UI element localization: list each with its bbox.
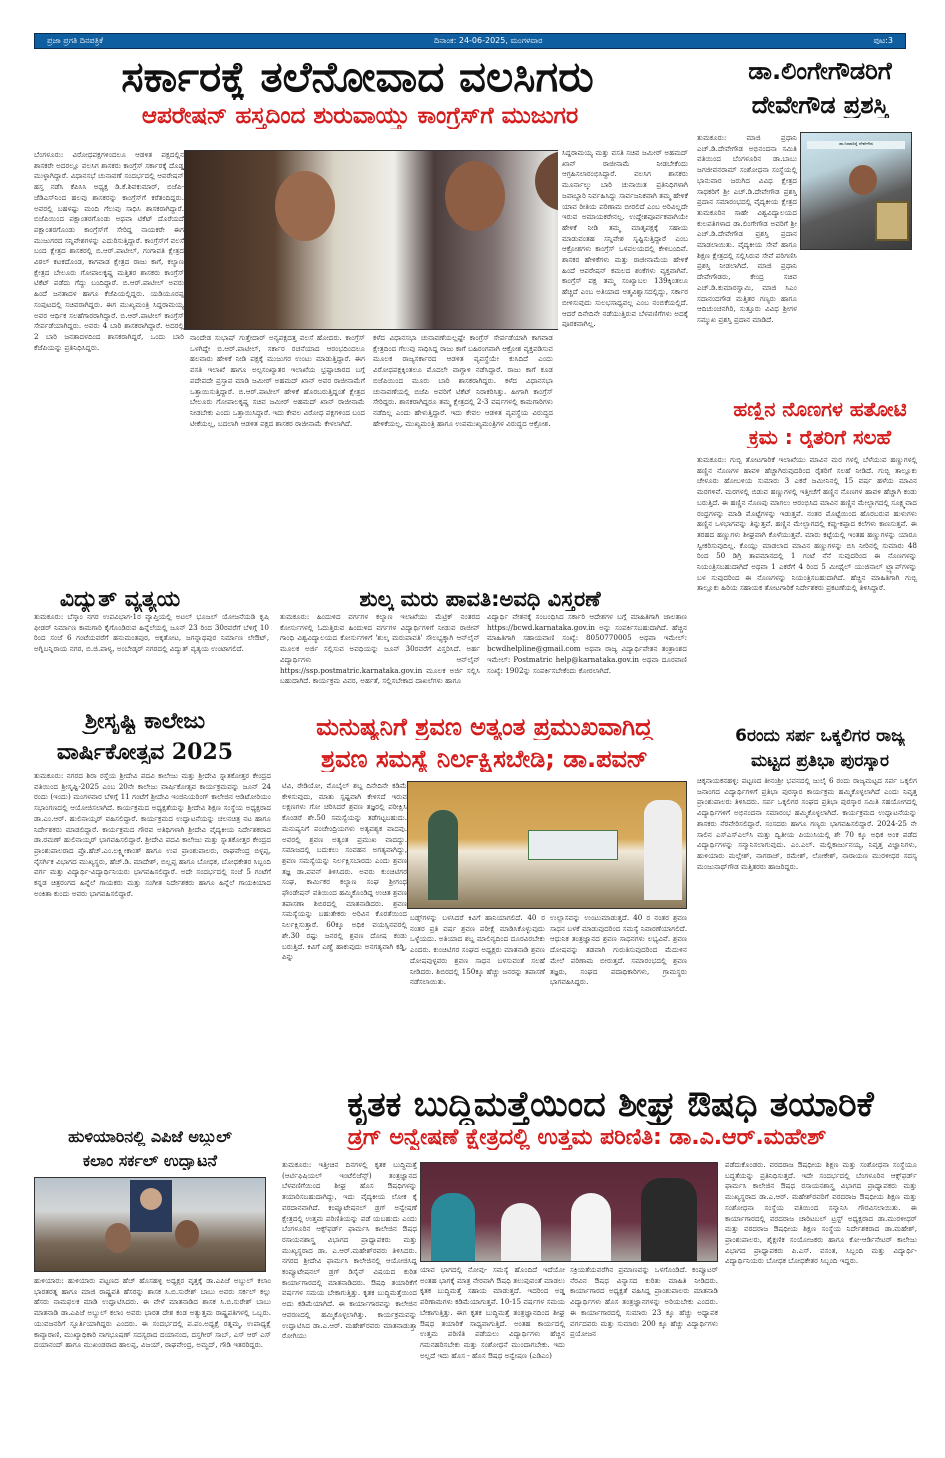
lead-column-right: ಸಿದ್ದರಾಮಯ್ಯ ಮತ್ತು ವಸತಿ ಸಚಿವ ಜಮೀರ್ ಅಹಮದ್ ಖಾನ್ ರಾಜೀನಾಮೆ ನೀಡಬೇಕೆಂದು ಆಗ್ರಹಿಸಲಾರಂಭಿಸಿದ್ದಾರೆ. ವಲಸಿಗ ಶಾಸಕರು ಮೂರ್ನಾಲ್ಕು ಬಾರಿ ಚುನಾಯಿತ ಪ್ರತಿನಿಧಿಗಳಾಗಿ ಜವಾಬ್ದಾರಿ ನಿರ್ವಹಿಸಿದ್ದು ಸಾರ್ವಜನಿಕವಾಗಿ ತಮ್ಮ ಹೇಳಿಕೆ ಯಾವ ರೀತಿಯ ಪರಿಣಾಮ ಬೀರಲಿದೆ ಎಂಬ ಅರಿವಿಲ್ಲದೇ ಇರುವ ಅಮಾಯಕರೇನಲ್ಲ. ಉದ್ದೇಶಪೂರ್ವಕವಾಗಿಯೇ ಹೇಳಿಕೆ ನೀಡಿ ತಮ್ಮ ಮಾತೃಪಕ್ಷಕ್ಕೆ ಸಹಾಯ ಮಾಡುವಂತಹ ಸನ್ನಿವೇಶ ಸೃಷ್ಟಿಸುತ್ತಿದ್ದಾರೆ ಎಂಬ ಆಕ್ರೋಶಗಳು ಕಾಂಗ್ರೆಸ್ ಒಳವಲಯದಲ್ಲಿ ಕೇಳಿಬಂದಿವೆ. ಶಾಸಕರ ಹೇಳಿಕೆಗಳು ಮತ್ತು ರಾಜೀನಾಮೆಯ ಹೇಳಿಕೆ ಹಿಂದೆ ಆಪರೇಷನ್ ಕಮಲದ ಶಂಕೆಗಳು ವ್ಯಕ್ತವಾಗಿವೆ. ಕಾಂಗ್ರೆಸ್ ಪಕ್ಷ ತಮ್ಮ ಸಂಖ್ಯಾಬಲ 139ಕ್ಕಿಂತಲೂ ಹೆಚ್ಚಿದೆ ಎಂಬ ಅತಿಯಾದ ಆತ್ಮವಿಶ್ವಾಸದಲ್ಲಿದ್ದು, ಸರ್ಕಾರ ಬೀಳಿಸುವುದು ಸುಲಭಸಾಧ್ಯವಲ್ಲ ಎಂಬ ನಂಬಿಕೆಯಲ್ಲಿದೆ. ಆದರೆ ದಿನೇದಿನೇ ನಡೆಯುತ್ತಿರುವ ಬೆಳವಣಿಗೆಗಳು ಅದಕ್ಕೆ ಪೂರಕವಾಗಿಲ್ಲ. (558, 148, 688, 580)
photo-figure (641, 1178, 697, 1262)
photo-banner (528, 830, 618, 860)
fee-column-2: ವಿದ್ಯಾರ್ಥಿ ವೇತನಕ್ಕೆ ಸಂಬಂಧಿಸಿದ ಸರ್ಕಾರಿ ಆದೇಶಗಳ ಬಗ್ಗೆ ಮಾಹಿತಿಗಾಗಿ ಜಾಲತಾಣ https://bcwd.karnataka.gov.in ಅನ್ನು ಸಂಪರ್ಕಿಸಬಹುದಾಗಿದೆ. ಹೆಚ್ಚಿನ ಮಾಹಿತಿಗಾಗಿ ಸಹಾಯವಾಣಿ ಸಂಖ್ಯೆ: 8050770005 ಅಥವಾ ಇಮೇಲ್: bcwdhelpline@gmail.com ಅಥವಾ ರಾಜ್ಯ ವಿದ್ಯಾರ್ಥಿವೇತನ ತಂತ್ರಾಂಶದ ಇಮೇಲ್: Postmatric help@karnataka.gov.in ಅಥವಾ ದೂರವಾಣಿ ಸಂಖ್ಯೆ: 1902ನ್ನು ಸಂಪರ್ಕಿಸಬೇಕೆಂದು ಕೋರಲಾಗಿದೆ. (487, 612, 687, 675)
fee-column-1: ತುಮಕೂರು: ಹಿಂದುಳಿದ ವರ್ಗಗಳ ಕಲ್ಯಾಣ ಇಲಾಖೆಯು ಮೆಟ್ರಿಕ್ ನಂತರದ ಕೋರ್ಸುಗಳಲ್ಲಿ ಓದುತ್ತಿರುವ ಹಿಂದುಳಿದ ವರ್ಗಗಳ ವಿದ್ಯಾರ್ಥಿಗಳಿಗೆ ನೀಡುವ ರಾಜೀವ್ ಗಾಂಧಿ ವಿಶ್ವವಿದ್ಯಾಲಯದ ಕೋರ್ಸುಗಳಿಗೆ 'ಶುಲ್ಕ ಮರುಪಾವತಿ' ಸೌಲಭ್ಯಕ್ಕಾಗಿ ಆನ್‌ಲೈನ್ ಮೂಲಕ ಅರ್ಜಿ ಸಲ್ಲಿಸುವ ಅವಧಿಯನ್ನು ಜೂನ್ 30ರವರೆಗೆ ವಿಸ್ತರಿಸಿದೆ. ಅರ್ಹ ವಿದ್ಯಾರ್ಥಿಗಳು ಆನ್‌ಲೈನ್ https://ssp.postmatric.karnataka.gov.in ಮೂಲಕ ಅರ್ಜಿ ಸಲ್ಲಿಸಿ ಬಹುದಾಗಿದೆ. ಕಾರ್ಯಕ್ರಮ ವಿವರ, ಅರ್ಹತೆ, ಸಲ್ಲಿಸಬೇಕಾದ ದಾಖಲೆಗಳು ಹಾಗೂ (280, 612, 480, 686)
award-headline-2: ದೇವೇಗೌಡ ಪ್ರಶಸ್ತಿ (751, 92, 889, 119)
lead-column-2: ನಾಂದೇಡ ಸುಭಾಷ್ ಗುತ್ತೇದಾರ್ ಅನ್ಯಪಕ್ಷದತ್ತ ವಲಸೆ ಹೋದರು. ಕಾಂಗ್ರೆಸ್ ಒಳಗಿದ್ದೇ ಬಿ.ಆರ್.ಪಾಟೀಲ್, ಸರ್ಕಾರ ರಚನೆಯಾದ ಆರಂಭದಿಂದಲೂ ಹಲವಾರು ಹೇಳಿಕೆ ನೀಡಿ ಪಕ್ಷಕ್ಕೆ ಮುಜುಗರ ಉಂಟು ಮಾಡುತ್ತಿದ್ದಾರೆ. ಈಗ ವಸತಿ ಇಲಾಖೆ ಹಾಗೂ ಅಲ್ಪಸಂಖ್ಯಾತರ ಇಲಾಖೆಯ ಭ್ರಷ್ಟಾಚಾರದ ಬಗ್ಗೆ ಪದೇಪದೇ ಪ್ರಸ್ತಾಪ ಮಾಡಿ ಜಮೀರ್ ಅಹಮದ್ ಖಾನ್ ಅವರ ರಾಜೀನಾಮೆಗೆ ಒತ್ತಾಯಿಸುತ್ತಿದ್ದಾರೆ. ಬಿ.ಆರ್.ಪಾಟೀಲ್ ಹೇಳಿಕೆ ಹೊರಬರುತ್ತಿದ್ದಂತೆ ಕ್ಷೇತ್ರದ ಬೇಲೂರು ಗೋಪಾಲಕೃಷ್ಣ ಸಚಿವ ಜಮೀರ್ ಅಹಮದ್ ಖಾನ್ ರಾಜೀನಾಮೆ ನೀಡಬೇಕು ಎಂದು ಒತ್ತಾಯಿಸಿದ್ದಾರೆ. ಇದು ಕೇವಲ ವಿರೋಧ ಪಕ್ಷಗಳಿಂದ ಬಂದ ಟೀಕೆಯಲ್ಲ, ಬದಲಾಗಿ ಆಡಳಿತ ಪಕ್ಷದ ಶಾಸಕರ ರಾಜೀನಾಮೆ ಕೇಳಲಾಗಿದೆ. (190, 333, 365, 428)
okkaliga-headline-1: 6ರಂದು ಸರ್ಪ ಒಕ್ಕಲಿಗರ ರಾಜ್ಯ (735, 727, 905, 746)
hearing-headline-1: ಮನುಷ್ಯನಿಗೆ ಶ್ರವಣ ಅತ್ಯಂತ ಪ್ರಮುಖವಾಗಿದ್ದ (316, 714, 653, 741)
fruit-pest-headline-1: ಹಣ್ಣಿನ ನೊಣಗಳ ಹತೋಟಿ (733, 398, 907, 420)
award-body: ತುಮಕೂರು: ಮಾಜಿ ಪ್ರಧಾನಿ ಎಚ್.ಡಿ.ದೇವೇಗೌಡ ಅಭಿನಂದನಾ ಸಮಿತಿ ವತಿಯಿಂದ ಬೆಂಗಳೂರಿನ ಡಾ.ಬಾಬು ಜಗಜೀವನರಾಮ್ ಸಂಶೋಧನಾ ಸಂಸ್ಥೆಯಲ್ಲಿ ಭಾನುವಾರ ಜರುಗಿದ ವಿವಿಧ ಕ್ಷೇತ್ರದ ಸಾಧಕರಿಗೆ ಶ್ರೀ ಎಚ್.ಡಿ.ದೇವೇಗೌಡ ಪ್ರಶಸ್ತಿ ಪ್ರದಾನ ಸಮಾರಂಭದಲ್ಲಿ ವೈದ್ಯಕೀಯ ಕ್ಷೇತ್ರದ ತುಮಕೂರಿನ ಸಾಹೇ ವಿಶ್ವವಿದ್ಯಾಲಯದ ಕುಲಪತಿಗಳಾದ ಡಾ.ಲಿಂಗೇಗೌಡ ಅವರಿಗೆ ಶ್ರೀ ಎಚ್.ಡಿ.ದೇವೇಗೌಡ ಪ್ರಶಸ್ತಿ ಪ್ರದಾನ ಮಾಡಲಾಯಿತು. ವೈದ್ಯಕೀಯ ಸೇವೆ ಹಾಗೂ ಶಿಕ್ಷಣ ಕ್ಷೇತ್ರದಲ್ಲಿ ಸಲ್ಲಿಸಿರುವ ಸೇವೆ ಪರಿಗಣಿಸಿ ಪ್ರಶಸ್ತಿ ನೀಡಲಾಗಿದೆ. ಮಾಜಿ ಪ್ರಧಾನಿ ದೇವೇಗೌಡರು, ಕೇಂದ್ರ ಸಚಿವ ಎಚ್.ಡಿ.ಕುಮಾರಸ್ವಾಮಿ, ಮಾಜಿ ಸಿಎಂ ಸದಾನಂದಗೌಡ ಮತ್ತಿತರ ಗಣ್ಯರು ಹಾಗೂ ಆದಿಚುಂಚನಗಿರಿ, ಸುತ್ತೂರು ವಿವಿಧ ಶ್ರೀಗಳ ಸಮ್ಮುಖ ಪ್ರಶಸ್ತಿ ಪ್ರದಾನ ಮಾಡಿದೆ. (697, 133, 797, 324)
fruit-pest-headline-2: ಕ್ರಮ : ರೈತರಿಗೆ ಸಲಹೆ (748, 426, 892, 448)
ai-drug-column-3: ಸಕ್ರಿಯತೆಯವರೆಗಿನ ಪ್ರಮಾಣವನ್ನು ಒಳಗೊಂಡಿದೆ. ಕಂಪ್ಯೂಟರ್ ನೆರವಿನ ಔಷಧ ವಿನ್ಯಾಸದ ಕುರಿತು ಮಾಹಿತಿ ನೀಡಿದರು. ಕಾರ್ಯಾಗಾರದ ಅಧ್ಯಕ್ಷತೆ ವಹಿಸಿದ್ದ ಪ್ರಾಂಶುಪಾಲರು ಮಾತನಾಡಿ ವಿದ್ಯಾರ್ಥಿಗಳು ಹೊಸ ತಂತ್ರಜ್ಞಾನಗಳನ್ನು ಅರಿಯಬೇಕು ಎಂದರು. ಈ ಕಾರ್ಯಾಗಾರದಲ್ಲಿ ಸುಮಾರು 23 ಕ್ಕೂ ಹೆಚ್ಚು ಅಧ್ಯಾಪಕ ವರ್ಗದವರು ಮತ್ತು ಸುಮಾರು 200 ಕ್ಕೂ ಹೆಚ್ಚು ವಿದ್ಯಾರ್ಥಿಗಳು ಪ್ರಯೋಜನ (570, 1265, 718, 1339)
award-photo (800, 132, 912, 250)
photo-figure (571, 1193, 611, 1262)
photo-figure (175, 1220, 199, 1248)
page-number: ಪುಟ:3 (873, 36, 893, 45)
power-headline: ವಿದ್ಯುತ್ ವ್ಯತ್ಯಯ (59, 588, 181, 612)
kalam-headline-2: ಕಲಾಂ ಸರ್ಕಲ್ ಉದ್ಘಾಟನೆ (82, 1152, 218, 1170)
ai-drug-column-2: ಯಾವ ಭಾಗದಲ್ಲಿ ನೋವು- ಸಮಸ್ಯೆ ಹೊಂದಿದೆ ಇದೆಯೋ ಅಂತಹ ಭಾಗಕ್ಕೆ ಮಾತ್ರ ನೇರವಾಗಿ ಔಷಧಿ ತಲುಪುವಂತೆ ಮಾಡಲು ಕೃತಕ ಬುದ್ಧಿಮತ್ತೆ ಸಹಾಯ ಮಾಡುತ್ತದೆ. ಇದರಿಂದ ಅಡ್ಡ ಪರಿಣಾಮಗಳು ಕಡಿಮೆಯಾಗುತ್ತವೆ. 10-15 ವರ್ಷಗಳ ಸಮಯ ಬೇಕಾಗುತ್ತಿತ್ತು. ಈಗ ಕೃತಕ ಬುದ್ಧಿಮತ್ತೆ ತಂತ್ರಜ್ಞಾನದಿಂದ ಶೀಘ್ರ ಔಷಧ ತಯಾರಿಕೆ ಸಾಧ್ಯವಾಗುತ್ತಿದೆ. ಅಂತಹ ಕಾರ್ಯದಲ್ಲಿ ಉತ್ತಮ ಪರಿಣಿತಿ ಪಡೆಯಲು ವಿದ್ಯಾರ್ಥಿಗಳು ಹೆಚ್ಚಿನ ಗಮನಹರಿಸಬೇಕು ಮತ್ತು ಸಂಶೋಧನೆ ಮುಂದಾಗಬೇಕು. ಇದು ಅಲ್ಲದೆ ಇದು ಹೊಸ - ಹೊಸ ಔಷಧ ಅನ್ವೇಷಣ (ಎಡಿಎಂ) (420, 1265, 565, 1360)
photo-figure (644, 800, 682, 900)
masthead-bar (34, 33, 906, 49)
fruit-pest-body: ತುಮಕೂರು: ಗುಬ್ಬಿ ತೋಟಗಾರಿಕೆ ಇಲಾಖೆಯು ಮಾವಿನ ಮರ ಗಳಲ್ಲಿ ಬೆಳೆಯುವ ಹಣ್ಣುಗಳಲ್ಲಿ ಹಣ್ಣಿನ ನೊಣಗಳ ಹಾವಳಿ ಹೆಚ್ಚಾಗಿರುವುದರಿಂದ ರೈತರಿಗೆ ಸಲಹೆ ನೀಡಿದೆ. ಗುಬ್ಬಿ ತಾಲ್ಲೂಕು ಚೇಳೂರು ಹೋಬಳಿಯ ಸುಮಾರು 3 ಎಕರೆ ಜಮೀನಿನಲ್ಲಿ 15 ವರ್ಷ ಹಳೆಯ ಮಾವಿನ ಮರಗಳಿವೆ. ಮರಗಳಲ್ಲಿ ಬಿಡುವ ಹಣ್ಣುಗಳಲ್ಲಿ ಇತ್ತೀಚೆಗೆ ಹಣ್ಣಿನ ನೊಣಗಳ ಹಾವಳಿ ಹೆಚ್ಚಾಗಿ ಕಂಡು ಬರುತ್ತಿದೆ. ಈ ಹಣ್ಣಿನ ನೊಣವು ಮಾಗಲು ಆರಂಭಿಸಿದ ಮಾವಿನ ಹಣ್ಣಿನ ಮೇಲ್ಭಾಗದಲ್ಲಿ ಸೂಕ್ಷ್ಮವಾದ ರಂಧ್ರಗಳನ್ನು ಮಾಡಿ ಮೊಟ್ಟೆಗಳನ್ನು ಇಡುತ್ತವೆ. ನಂತರ ಮೊಟ್ಟೆಯಿಂದ ಹೊರಬರುವ ಹುಳುಗಳು ಹಣ್ಣಿನ ಒಳಭಾಗವನ್ನು ತಿನ್ನುತ್ತವೆ. ಹಣ್ಣಿನ ಮೇಲ್ಭಾಗದಲ್ಲಿ ಕಪ್ಪು-ಕಪ್ಪಾದ ಕಲೆಗಳು ಕಾಣಸುತ್ತವೆ. ಈ ತರಹದ ಹಣ್ಣುಗಳು ಶೀಘ್ರವಾಗಿ ಕೊಳೆಯುತ್ತವೆ. ಮಾರು ಕಟ್ಟೆಯಲ್ಲಿ ಇಂತಹ ಹಣ್ಣುಗಳನ್ನು ಯಾರೂ ಸ್ವೀಕರಿಸುವುದಿಲ್ಲ. ಕೊಯ್ಲು ಮಾಡಲಾದ ಮಾವಿನ ಹಣ್ಣುಗಳನ್ನು ಬಿಸಿ ನೀರಿನಲ್ಲಿ ಸುಮಾರು 48 ರಿಂದ 50 ಡಿಗ್ರಿ ತಾಪಮಾನದಲ್ಲಿ 1 ಗಂಟೆ ನೆನೆ ಸುವುದರಿಂದ ಈ ನೊಣಗಳನ್ನು ನಿಯಂತ್ರಿಸಬಹುದಾಗಿದೆ ಅಥವಾ 1 ಎಕರೆಗೆ 4 ರಿಂದ 5 ಮೀಥೈಲ್ ಯುಜಿನಾಲ್ ಟ್ರ್ಯಾಪ್‌ಗಳನ್ನು ಬಳ ಸುವುದರಿಂದ ಈ ನೊಣಗಳನ್ನು ನಿಯಂತ್ರಿಸಬಹುದಾಗಿದೆ. ಹೆಚ್ಚಿನ ಮಾಹಿತಿಗಾಗಿ ಗುಬ್ಬಿ ತಾಲ್ಲೂಕು ಹಿರಿಯ ಸಹಾಯಕ ತೋಟಗಾರಿಕೆ ನಿರ್ದೇಶಕರು ಪ್ರಕಟಣೆಯಲ್ಲಿ ತಿಳಿಸಿದ್ದಾರೆ. (697, 455, 917, 593)
ai-drug-headline: ಕೃತಕ ಬುದ್ಧಿಮತ್ತೆಯಿಂದ ಶೀಘ್ರ ಔಷಧಿ ತಯಾರಿಕೆ (347, 1086, 874, 1125)
lead-subheadline: ಆಪರೇಷನ್ ಹಸ್ತದಿಂದ ಶುರುವಾಯ್ತು ಕಾಂಗ್ರೆಸ್‌ಗೆ ಮುಜುಗರ (141, 104, 579, 129)
ai-drug-column-1: ತುಮಕೂರು: ಇತ್ತೀಚಿನ ದಿನಗಳಲ್ಲಿ ಕೃತಕ ಬುದ್ಧಿಮತ್ತೆ (ಆರ್ಟಿಫಿಷಿಯಲ್ ಇಂಟೆಲಿಜೆನ್ಸ್) ತಂತ್ರಜ್ಞಾನದ ಬೆಳವಣಿಗೆಯಿಂದ ಶೀಘ್ರ ಹೊಸ ಔಷಧಿಗಳನ್ನು ತಯಾರಿಸಬಹುದಾಗಿದ್ದು, ಇದು ವೈದ್ಯಕೀಯ ಲೋಕ ಕ್ಕೆ ವರದಾನವಾಗಿದೆ. ಕಂಪ್ಯೂಟೇಷನಲ್ ಡ್ರಗ್ ಅನ್ವೇಷಣೆ ಕ್ಷೇತ್ರದಲ್ಲಿ ಉತ್ತಮ ಪರಿಣಿತಿಯನ್ನು ಪಡೆ ಯಬಹುದು ಎಂದು ಬೆಂಗಳೂರಿನ ಆಕ್ಸ್‌ಫರ್ಡ್ ಫಾರ್ಮಸಿ ಕಾಲೇಜಿನ ಔಷಧ ರಸಾಯನಶಾಸ್ತ್ರ ವಿಭಾಗದ ಪ್ರಾಧ್ಯಾಪಕರು ಮತ್ತು ಮುಖ್ಯಸ್ಥರಾದ ಡಾ. ಎ.ಆರ್.ಮಹೇಶ್‌ರವರು ತಿಳಿಸಿದರು. ನಗರದ ಶ್ರೀದೇವಿ ಫಾರ್ಮಸಿ ಕಾಲೇಜಿನಲ್ಲಿ ಆಯೋಜಿಸಿದ್ದ ಕಂಪ್ಯೂಟೇಷನಲ್ ಡ್ರಗ್ ಡಿಸೈನ್ ವಿಷಯದ ಕುರಿತ ಕಾರ್ಯಾಗಾರದಲ್ಲಿ ಮಾತನಾಡಿದರು. ಔಷಧಿ ತಯಾರಿಕೆಗೆ ವರ್ಷಗಳ ಸಮಯ ಬೇಕಾಗುತ್ತಿತ್ತು. ಕೃತಕ ಬುದ್ಧಿಮತ್ತೆಯಿಂದ ಅದು ಕಡಿಮೆಯಾಗಿದೆ. ಈ ಕಾರ್ಯಾಗಾರವನ್ನು ಕಾಲೇಜಿನ ಆವರಣದಲ್ಲಿ ಹಮ್ಮಿಕೊಳ್ಳಲಾಗಿತ್ತು. ಕಾರ್ಯಕ್ರಮವನ್ನು ಉದ್ಘಾಟಿಸಿದ ಡಾ.ಎ.ಆರ್. ಮಹೇಶ್‌ರವರು ಮಾತನಾಡುತ್ತಾ ರೋಗಿಯು (282, 1160, 417, 1341)
photo-figure (431, 1193, 475, 1262)
okkaliga-body: ಚಿಕ್ಕನಾಯಕನಹಳ್ಳಿ: ಪಟ್ಟಣದ ತೀನಂಶ್ರೀ ಭವನದಲ್ಲಿ ಜುಲೈ 6 ರಂದು ರಾಜ್ಯಮಟ್ಟದ ಸರ್ಪ ಒಕ್ಕಲಿಗ ಜನಾಂಗದ ವಿದ್ಯಾರ್ಥಿಗಳಿಗೆ ಪ್ರತಿಭಾ ಪುರಸ್ಕಾರ ಕಾರ್ಯಕ್ರಮ ಹಮ್ಮಿಕೊಳ್ಳಲಾಗಿದೆ ಎಂದು ನಿವೃತ್ತ ಪ್ರಾಂಶುಪಾಲರು ತಿಳಿಸಿದರು. ಸರ್ಪ ಒಕ್ಕಲಿಗರ ಸಂಘದ ಪ್ರತಿಭಾ ಪುರಸ್ಕಾರ ಸಮಿತಿ ಸಹಯೋಗದಲ್ಲಿ ವಿದ್ಯಾರ್ಥಿಗಳಿಗೆ ಅಭಿನಂದನಾ ಸಮಾರಂಭ ಹಮ್ಮಿಕೊಳ್ಳಲಾಗಿದೆ. ಕಾರ್ಯಕ್ರಮದ ಉದ್ಘಾಟನೆಯನ್ನು ಶಾಸಕರು ನೆರವೇರಿಸಲಿದ್ದಾರೆ. ಸಂಸದರು ಹಾಗೂ ಗಣ್ಯರು ಭಾಗವಹಿಸಲಿದ್ದಾರೆ. 2024-25 ನೇ ಸಾಲಿನ ಎಸ್‌ಎಸ್‌ಎಲ್‌ಸಿ ಮತ್ತು ದ್ವಿತೀಯ ಪಿಯುಸಿಯಲ್ಲಿ ಶೇ 70 ಕ್ಕೂ ಅಧಿಕ ಅಂಕ ಪಡೆದ ವಿದ್ಯಾರ್ಥಿಗಳನ್ನು ಸನ್ಮಾನಿಸಲಾಗುವುದು. ಎಂ.ಎಲ್. ಮಲ್ಲಿಕಾರ್ಜುನಯ್ಯ, ನಿವೃತ್ತ ವಿಜ್ಞಾನಿಗಳು, ಹುಳಿಯಾರು ಮಲ್ಲೇಶ್, ನಾಗರಾಜ್, ರಮೇಶ್, ಲೋಕೇಶ್, ನಾರಾಯಣ ಮುರಳೀಧರ ಸದಸ್ಯ ಮಂಜುನಾಥ್‌ಗೌಡ ಮತ್ತಿತರರು ಹಾಜರಿದ್ದರು. (697, 776, 917, 871)
paper-name: ಪ್ರಜಾ ಪ್ರಗತಿ ದಿನಪತ್ರಿಕೆ (47, 36, 104, 45)
college-body: ತುಮಕೂರು: ನಗರದ ಶಿರಾ ರಸ್ತೆಯ ಶ್ರೀದೇವಿ ಪದವಿ ಕಾಲೇಜು ಮತ್ತು ಶ್ರೀದೇವಿ ಸ್ನಾತಕೋತ್ತರ ಕೇಂದ್ರದ ವತಿಯಿಂದ ಶ್ರೀಸೃಷ್ಟಿ-2025 ಎಂಬ 20ನೇ ಕಾಲೇಜು ವಾರ್ಷಿಕೋತ್ಸವ ಕಾರ್ಯಕ್ರಮವನ್ನು ಜೂನ್ 24 ರಂದು (ಇಂದು) ಮಂಗಳವಾರ ಬೆಳಿಗ್ಗೆ 11 ಗಂಟೆಗೆ ಶ್ರೀದೇವಿ ಇಂಜಿನಿಯರಿಂಗ್ ಕಾಲೇಜಿನ ಆಡಿಟೋರಿಯಂ ಸಭಾಂಗಣದಲ್ಲಿ ಆಯೋಜಿಸಲಾಗಿದೆ. ಕಾರ್ಯಕ್ರಮದ ಅಧ್ಯಕ್ಷತೆಯನ್ನು ಶ್ರೀದೇವಿ ಶಿಕ್ಷಣ ಸಂಸ್ಥೆಯ ಅಧ್ಯಕ್ಷರಾದ ಡಾ.ಎಂ.ಆರ್. ಹುಲಿನಾಯ್ಕರ್ ವಹಿಸಲಿದ್ದಾರೆ. ಕಾರ್ಯಕ್ರಮದ ಉದ್ಘಾಟನೆಯನ್ನು ಚಲನಚಿತ್ರ ನಟ ಹಾಗೂ ನಿರ್ದೇಶಕರು ಮಾಡಲಿದ್ದಾರೆ. ಕಾರ್ಯಕ್ರಮದ ಗೌರವ ಅತಿಥಿಗಳಾಗಿ ಶ್ರೀದೇವಿ ವೈದ್ಯಕೀಯ ನಿರ್ದೇಶಕರಾದ ಡಾ.ರಮಣ್ ಹುಲಿನಾಯ್ಕರ್ ಭಾಗವಹಿಸಲಿದ್ದಾರೆ. ಶ್ರೀದೇವಿ ಪದವಿ ಕಾಲೇಜು ಮತ್ತು ಸ್ನಾತಕೋತ್ತರ ಕೇಂದ್ರದ ಪ್ರಾಂಶುಪಾಲರಾದ ಪ್ರೊ.ಹೆಚ್.ಎಂ.ಲಕ್ಷ್ಮೀಕಾಂತ್ ಹಾಗೂ ಉಪ ಪ್ರಾಂಶುಪಾಲರು, ರಾಘವೇಂದ್ರ ಬಿಳ್ಳಪ್ಪ, ನೈಸರ್ಗಿಕ ವಿಭಾಗದ ಮುಖ್ಯಸ್ಥರು, ಹೆಚ್.ಡಿ. ಮಾದೇಶ್, ಬಿಲ್ಲಪ್ಪ ಹಾಗೂ ಬೋಧಕ, ಬೋಧಕೇತರ ಸಿಬ್ಬಂದಿ ವರ್ಗ ಮತ್ತು ವಿದ್ಯಾರ್ಥಿ-ವಿದ್ಯಾರ್ಥಿನಿಯರು ಭಾಗವಹಿಸಲಿದ್ದಾರೆ. ಅದೇ ಸಂದರ್ಭದಲ್ಲಿ ಸಂಜೆ 5 ಗಂಟೆಗೆ ಕನ್ನಡ ಚಿತ್ರರಂಗದ ಹಿನ್ನೆಲೆ ಗಾಯಕರು ಮತ್ತು ಸಂಗೀತ ನಿರ್ದೇಶಕರು ಹಾಗೂ ಹಿನ್ನೆಲೆ ಗಾಯಕಿಯಾದ ಅಂಕಿತಾ ಕುಂದು ಅವರು ಭಾಗವಹಿಸಲಿದ್ದಾರೆ. (34, 771, 271, 898)
kalam-photo (34, 1177, 266, 1272)
photo-certificate (875, 201, 909, 241)
college-headline-2: ವಾರ್ಷಿಕೋತ್ಸವ 2025 (56, 740, 234, 765)
hearing-column-1: ಟಿವಿ, ರೇಡಿಯೋ, ಮೊಬೈಲ್ ಶಬ್ದ ದಿನೇದಿನೇ ಕಡಿಮೆ ಕೇಳಿಸುವುದು, ಮಾತು ಸ್ಪಷ್ಟವಾಗಿ ಕೇಳಿಸದೆ ಇರುವ ಲಕ್ಷಣಗಳು ಗೋ ಚರಿಸಿದರೆ ಶ್ರವಣ ತಜ್ಞರಲ್ಲಿ ಪರೀಕ್ಷಿಸಿ ಕೊಂಡರೆ ಶೇ.50 ಸಮಸ್ಯೆಯನ್ನು ತಡೆಗಟ್ಟಬಹುದು. ಮನುಷ್ಯನಿಗೆ ಪಂಚೇಂದ್ರಿಯಗಳು ಅತ್ಯವಶ್ಯಕ ವಾದವು. ಅವರಲ್ಲಿ ಶ್ರವಣ ಅತ್ಯಂತ ಪ್ರಮುಖ ವಾದದ್ದು. ಸಮಾಜದಲ್ಲಿ ಬದುಕಲು ಸಂವಹನ ಅಗತ್ಯವಾಗಿದ್ದು, ಶ್ರವಣ ಸಮಸ್ಯೆಯನ್ನು ನಿರ್ಲಕ್ಷಿಸಬಾರದು ಎಂದು ಶ್ರವಣ ತಜ್ಞ ಡಾ.ಪವನ್ ತಿಳಿಸಿದರು. ಅವರು ಕುಂಚಿಟಿಗರ ಸಂಘ, ಕಾರ್ಮಿಕರ ಕಲ್ಯಾಣ ಸಂಘ ಶ್ರೀಗಂಧ ಫೌಂಡೇಷನ್ ವತಿಯಿಂದ ಹಮ್ಮಿಕೊಂಡಿದ್ದ ಉಚಿತ ಶ್ರವಣ ತಪಾಸಣಾ ಶಿಬಿರದಲ್ಲಿ ಮಾತನಾಡಿದರು. ಶ್ರವಣ ಸಮಸ್ಯೆಯನ್ನು ಬಹುತೇಕರು ಅರಿವಿನ ಕೊರತೆಯಿಂದ ನಿರ್ಲಕ್ಷಿಸುತ್ತಾರೆ. 60ಕ್ಕೂ ಅಧಿಕ ವಯಸ್ಸಿನವರಲ್ಲಿ ಶೇ.30 ರಷ್ಟು ಜನರಲ್ಲಿ ಶ್ರವಣ ದೋಷ ಕಂಡು ಬರುತ್ತಿದೆ. ಕಿವಿಗೆ ಎಣ್ಣೆ ಹಾಕುವುದು ಅನಗತ್ಯವಾಗಿ ಕಡ್ಡಿ, ಪಿನ್ನು (282, 781, 407, 962)
hearing-photo (407, 781, 687, 909)
photo-figure (501, 1203, 541, 1262)
kalam-headline-1: ಹುಳಿಯಾರಿನಲ್ಲಿ ಎಪಿಜೆ ಅಬ್ದುಲ್ (68, 1128, 232, 1146)
ai-drug-photo (420, 1162, 718, 1262)
photo-portrait (140, 1188, 162, 1210)
photo-figure (849, 165, 877, 195)
photo-portrait-frame (130, 1180, 172, 1232)
award-headline-1: ಡಾ.ಲಿಂಗೇಗೌಡರಿಗೆ (748, 58, 892, 85)
ai-drug-subheadline: ಡ್ರಗ್ ಅನ್ವೇಷಣೆ ಕ್ಷೇತ್ರದಲ್ಲಿ ಉತ್ತಮ ಪರಿಣಿತಿ: ಡಾ.ಎ.ಆರ್.ಮಹೇಶ್ (347, 1126, 827, 1150)
college-headline-1: ಶ್ರೀಸೃಷ್ಟಿ ಕಾಲೇಜು (84, 710, 206, 734)
power-body: ತುಮಕೂರು: ಬೆಸ್ಕಾಂ ನಗರ ಉಪವಿಭಾಗ-1ರ ವ್ಯಾಪ್ತಿಯಲ್ಲಿ ಅಟಲ್ ಭೂಜಲ್ ಯೋಜನೆಯಡಿ ಕೃಷಿ ಫೀಡರ್ ನಿರ್ಮಾಣ ಕಾಮಗಾರಿ ಕೈಗೊಂಡಿರುವ ಹಿನ್ನೆಲೆಯಲ್ಲಿ ಜೂನ್ 23 ರಿಂದ 30ರವರೆಗೆ ಬೆಳಿಗ್ಗೆ 10 ರಿಂದ ಸಂಜೆ 6 ಗಂಟೆಯವರೆಗೆ ಹನುಮಂತಪುರ, ಅಕ್ಕತೋಟ, ಜಗನ್ನಾಥಪುರ ನಿರ್ಮಾಣ ಲೇಔಟ್, ಅಗ್ನಿಬನ್ನಿರಾಯ ನಗರ, ಬಿ.ಜಿ.ಪಾಳ್ಯ, ಅಂಬೇಡ್ಕರ್ ನಗರದಲ್ಲಿ ವಿದ್ಯುತ್ ವ್ಯತ್ಯಯ ಉಂಟಾಗಲಿದೆ. (34, 612, 269, 654)
lead-column-3: ಕಳೆದ ವಿಧಾನಸಭಾ ಚುನಾವಣೆಯಲ್ಲಷ್ಟೇ ಕಾಂಗ್ರೆಸ್ ಸೇರ್ಪಡೆಯಾಗಿ ಕಾಗವಾಡ ಕ್ಷೇತ್ರದಿಂದ ಗೆಲುವು ಸಾಧಿಸಿದ್ದ ರಾಜು ಕಾಗೆ ಬಹಿರಂಗವಾಗಿ ಆಕ್ರೋಶ ವ್ಯಕ್ತಪಡಿಸುವ ಮೂಲಕ ರಾಜ್ಯಸರ್ಕಾರದ ಆಡಳಿತ ವ್ಯವಸ್ಥೆಯೇ ಕುಸಿದಿದೆ ಎಂದು ವಿರೋಧಪಕ್ಷಕ್ಕಿಂತಲೂ ಮೊದಲೇ ವಾಗ್ದಾಳಿ ನಡೆಸಿದ್ದಾರೆ. ರಾಜು ಕಾಗೆ ಕೂಡ ಬಿಜೆಪಿಯಿಂದ ಮೂರು ಬಾರಿ ಶಾಸಕರಾಗಿದ್ದರು. ಕಳೆದ ವಿಧಾನಸಭಾ ಚುನಾವಣೆಯಲ್ಲಿ ಬಿಜೆಪಿ ಅವರಿಗೆ ಟಿಕೆಟ್ ನಿರಾಕರಿಸಿತ್ತು. ಹೀಗಾಗಿ ಕಾಂಗ್ರೆಸ್ ಸೇರಿದ್ದರು. ಶಾಸಕರಾಗಿದ್ದರೂ ತಮ್ಮ ಕ್ಷೇತ್ರದಲ್ಲಿ 2-3 ವರ್ಷಗಳಲ್ಲಿ ಕಾಮಗಾರಿಗಳು ನಡೆದಿಲ್ಲ ಎಂದು ಹೇಳುತ್ತಿದ್ದಾರೆ. ಇದು ಕೇವಲ ಆಡಳಿತ ವ್ಯವಸ್ಥೆಯ ವಿರುದ್ಧದ ಹೇಳಿಕೆಯಲ್ಲ, ಮುಖ್ಯಮಂತ್ರಿ ಹಾಗೂ ಉಪಮುಖ್ಯಮಂತ್ರಿಗಳ ವಿರುದ್ಧದ ಆಕ್ರೋಶ. (373, 333, 553, 428)
photo-banner: ಡಾ.ನಿರಾವರಿಸ್ನೆ ದೇವೇಗೌಡ (807, 141, 905, 149)
hearing-column-3: ಉಲ್ಲಾಸವನ್ನು ಉಂಟುಮಾಡುತ್ತದೆ. 40 ರ ನಂತರ ಶ್ರವಣ ಸಾಧನ ಬಳಕೆ ಮಾಡುವುದರಿಂದ ಸಮಸ್ಯೆ ನಿವಾರಣೆಯಾಗಲಿದೆ. ಆಧುನಿಕ ತಂತ್ರಜ್ಞಾನದ ಶ್ರವಣ ಸಾಧನಗಳು ಲಭ್ಯವಿವೆ. ಶ್ರವಣ ದೋಷವನ್ನು ತಡವಾಗಿ ಗುರುತಿಸುವುದರಿಂದ ಮೆದುಳಿನ ಮೇಲೆ ಪರಿಣಾಮ ಬೀರುತ್ತದೆ. ಸಮಾರಂಭದಲ್ಲಿ ಶ್ರವಣ ತಜ್ಞರು, ಸಂಘದ ಪದಾಧಿಕಾರಿಗಳು, ಗ್ರಾಮಸ್ಥರು ಭಾಗವಹಿಸಿದ್ದರು. (550, 913, 687, 987)
fee-headline: ಶುಲ್ಕ ಮರು ಪಾವತಿ:ಅವಧಿ ವಿಸ್ತರಣೆ (359, 588, 601, 611)
hearing-headline-2: ಶ್ರವಣ ಸಮಸ್ಯೆ ನಿರ್ಲಕ್ಷಿಸಬೇಡಿ; ಡಾ.ಪವನ್ (320, 746, 649, 773)
photo-figure (428, 810, 458, 900)
photo-figure (105, 1223, 131, 1253)
okkaliga-headline-2: ಮಟ್ಟದ ಪ್ರತಿಭಾ ಪುರಸ್ಕಾರ (750, 752, 890, 771)
lead-headline: ಸರ್ಕಾರಕ್ಕೆ ತಲೆನೋವಾದ ವಲಸಿಗರು (121, 54, 594, 101)
photo-figure (445, 161, 505, 231)
kalam-body: ಹುಳಿಯಾರು: ಹುಳಿಯಾರು ಪಟ್ಟಣದ ಹೆಚ್ ಹೊಸಹಳ್ಳಿ ಅಧ್ಯಕ್ಷರ ವೃತ್ತಕ್ಕೆ ಡಾ.ಎಪಿಜೆ ಅಬ್ದುಲ್ ಕಲಾಂ ಭಾರತರತ್ನ ಹಾಗೂ ಮಾಜಿ ರಾಷ್ಟ್ರಪತಿ ಹೆಸರನ್ನು ಶಾಸಕ ಸಿ.ಬಿ.ಸುರೇಶ್ ಬಾಬು ಅವರು ಸರ್ಕಲ್ ಕಲ್ಲು ಹೆಸರು ನಾಮಫಲಕ ಮಾಡಿ ಉದ್ಘಾಟಿಸಿದರು. ಈ ವೇಳೆ ಮಾತನಾಡಿದ ಶಾಸಕ ಸಿ.ಬಿ.ಸುರೇಶ್ ಬಾಬು ಮಾತನಾಡಿ ಡಾ.ಎಪಿಜೆ ಅಬ್ದುಲ್ ಕಲಾಂ ಅವರು ಭಾರತ ದೇಶ ಕಂಡ ಅತ್ಯುತ್ತಮ ರಾಷ್ಟ್ರಪತಿಗಳಲ್ಲಿ ಒಬ್ಬರು. ಯುವಜನರಿಗೆ ಸ್ಫೂರ್ತಿಯಾಗಿದ್ದರು ಎಂದರು. ಈ ಸಂದರ್ಭದಲ್ಲಿ ಪ.ಪಂ.ಅಧ್ಯಕ್ಷೆ ರತ್ನಮ್ಮ, ಉಪಾಧ್ಯಕ್ಷೆ ಕಾವ್ಯಾರಾಣಿ, ಮುಖ್ಯಾಧಿಕಾರಿ ನಾಗಭೂಷಣ್ ಸದಸ್ಯರಾದ ದಯಾನಂದ, ದಸ್ತಗೀರ್ ಸಾಬ್, ಎಸ್ ಆರ್ ಎಸ್ ದಯಾನಂದ್ ಹಾಗೂ ಮುಖಂಡರಾದ ಹಾಲಪ್ಪ, ವಿಜಯ್, ರಾಘವೇಂದ್ರ, ಅಮ್ಜದ್, ಗೌಡಿ ಇತರರಿದ್ದರು. (34, 1276, 271, 1350)
hearing-column-2: ಬಡ್ಸ್‌ಗಳನ್ನು ಬಳಸಿದರೆ ಕಿವಿಗೆ ಹಾನಿಯಾಗಲಿದೆ. 40 ರ ನಂತರ ಪ್ರತಿ ವರ್ಷ ಶ್ರವಣ ಪರೀಕ್ಷೆ ಮಾಡಿಸಿಕೊಳ್ಳುವುದು ಒಳ್ಳೆಯದು. ಅತಿಯಾದ ಶಬ್ದ ಮಾಲಿನ್ಯದಿಂದ ದೂರವಿರಬೇಕು ಎಂದರು. ಕುಂಚಿಟಿಗರ ಸಂಘದ ಅಧ್ಯಕ್ಷರು ಮಾತನಾಡಿ ಶ್ರವಣ ದೋಷವುಳ್ಳವರು ಶ್ರವಣ ಸಾಧನ ಬಳಸುವಂತೆ ಸಲಹೆ ನೀಡಿದರು. ಶಿಬಿರದಲ್ಲಿ 150ಕ್ಕೂ ಹೆಚ್ಚು ಜನರನ್ನು ತಪಾಸಣೆ ನಡೆಸಲಾಯಿತು. (410, 913, 545, 987)
issue-date: ದಿನಾಂಕ: 24-06-2025, ಮಂಗಳವಾರ (434, 36, 543, 45)
lead-column-1: ಬೆಂಗಳೂರು: ವಿರೋಧಪಕ್ಷಗಳಿಂದಲೂ ಆಡಳಿತ ಪಕ್ಷದಲ್ಲಿನ ಶಾಸಕರೇ ಅದರಲ್ಲೂ ವಲಸಿಗ ಶಾಸಕರು ಕಾಂಗ್ರೆಸ್ ಸರ್ಕಾರಕ್ಕೆ ದೊಡ್ಡ ಮುಳ್ಳಾಗಿದ್ದಾರೆ. ವಿಧಾನಸಭೆ ಚುನಾವಣೆ ಸಂದರ್ಭದಲ್ಲಿ ಆಪರೇಷನ್ ಹಸ್ತ ನಡೆಸಿ ಕೆಪಿಸಿಸಿ ಅಧ್ಯಕ್ಷ ಡಿ.ಕೆ.ಶಿವಕುಮಾರ್, ಬಿಜೆಪಿ-ಜೆಡಿಎಸ್‌ನಿಂದ ಹಲವು ಶಾಸಕರನ್ನು ಕಾಂಗ್ರೆಸ್‌ಗೆ ಕರೆತಂದಿದ್ದರು. ಅವರಲ್ಲಿ ಬಹಳಷ್ಟು ಮಂದಿ ಗೆಲುವು ಸಾಧಿಸಿ ಶಾಸಕರಾಗಿದ್ದಾರೆ. ಬಿಜೆಪಿಯಿಂದ ಪಕ್ಷಾಂತರಗೊಂಡು ಅಥವಾ ಟಿಕೆಟ್ ದೊರೆಯದೆ ಪಕ್ಷಾಂತರಗೊಂಡು ಕಾಂಗ್ರೆಸ್‌ಗೆ ಸೇರಿದ್ದ ನಾಯಕರೇ ಈಗ ಮುಜುಗರದ ಸನ್ನಿವೇಶಗಳನ್ನು ಎದುರಿಸುತ್ತಿದ್ದಾರೆ. ಕಾಂಗ್ರೆಸ್‌ಗೆ ವಲಸೆ ಬಂದ ಕ್ಷೇತ್ರದ ಶಾಸಕರಲ್ಲಿ ಬಿ.ಆರ್.ಪಾಟೀಲ್, ಗಂಗಾವತಿ ಕ್ಷೇತ್ರದ ವಿಠಲ್ ಕಟಕದೊಂಡ, ಕಾಗವಾಡ ಕ್ಷೇತ್ರದ ರಾಜು ಕಾಗೆ, ಕಲ್ಯಾಣ ಕ್ಷೇತ್ರದ ಬೇಲೂರು ಗೋಪಾಲಕೃಷ್ಣ ಮತ್ತಿತರ ಶಾಸಕರು ಕಾಂಗ್ರೆಸ್ ಟಿಕೆಟ್ ಪಡೆದು ಗೆದ್ದು ಬಂದಿದ್ದಾರೆ. ಬಿ.ಆರ್.ಪಾಟೀಲ್ ಅವರು ಹಿಂದೆ ಜನತಾದಳ ಹಾಗೂ ಕೆಜೆಪಿಯಲ್ಲಿದ್ದರು. ಯಡಿಯೂರಪ್ಪ ಸಂಪುಟದಲ್ಲಿ ಸಚಿವರಾಗಿದ್ದರು. ಈಗ ಮುಖ್ಯಮಂತ್ರಿ ಸಿದ್ದರಾಮಯ್ಯ ಅವರ ಆರ್ಥಿಕ ಸಲಹೆಗಾರರಾಗಿದ್ದಾರೆ. ಬಿ.ಆರ್.ಪಾಟೀಲ್ ಕಾಂಗ್ರೆಸ್ ಸೇರ್ಪಡೆಯಾಗಿದ್ದರು. ಅವರು 4 ಬಾರಿ ಶಾಸಕರಾಗಿದ್ದಾರೆ. ಅದರಲ್ಲಿ 2 ಬಾರಿ ಜನತಾದಳದಿಂದ ಶಾಸಕರಾಗಿದ್ದರೆ, ಒಂದು ಬಾರಿ ಕೆಜೆಪಿಯನ್ನು ಪ್ರತಿನಿಧಿಸಿದ್ದರು. (34, 150, 184, 352)
photo-figure (275, 171, 335, 241)
ai-drug-column-4: ಪಡೆದುಕೊಂಡರು. ವರದರಾಜ ಔಷಧೀಯ ಶಿಕ್ಷಣ ಮತ್ತು ಸಂಶೋಧನಾ ಸಂಸ್ಥೆಯೂ ಬದ್ಧತೆಯನ್ನು ಪ್ರತಿನಿಧಿಸುತ್ತದೆ. ಇದೇ ಸಂದರ್ಭದಲ್ಲಿ ಬೆಂಗಳೂರಿನ ಆಕ್ಸ್‌ಫರ್ಡ್ ಫಾರ್ಮಸಿ ಕಾಲೇಜಿನ ಔಷಧ ರಸಾಯನಶಾಸ್ತ್ರ ವಿಭಾಗದ ಪ್ರಾಧ್ಯಾಪಕರು ಮತ್ತು ಮುಖ್ಯಸ್ಥರಾದ ಡಾ.ಎ.ಆರ್. ಮಹೇಶ್‌ರವರಿಗೆ ವರದರಾಜ ಔಷಧೀಯ ಶಿಕ್ಷಣ ಮತ್ತು ಸಂಶೋಧನಾ ಸಂಸ್ಥೆಯ ವತಿಯಿಂದ ಸನ್ಮಾನಿಸಿ ಗೌರವಿಸಲಾಯಿತು. ಈ ಕಾರ್ಯಾಗಾರದಲ್ಲಿ ವರದರಾಜ ಚಾರಿಟಬಲ್ ಟ್ರಸ್ಟ್ ಅಧ್ಯಕ್ಷರಾದ ಡಾ.ಮುರಳೀಧರ್ ಮತ್ತು ವರದರಾಜ ಔಷಧೀಯ ಶಿಕ್ಷಣ ಸಂಸ್ಥೆಯ ನಿರ್ದೇಶಕರಾದ ಡಾ.ಮಹೇಶ್, ಪ್ರಾಂಶುಪಾಲರು, ಶೈಕ್ಷಣಿಕ ಸಂಯೋಜಕರು ಹಾಗೂ ಕೋ-ಆರ್ಡಿನೇಟರ್ ಕಾಲೇಜು ವಿಭಾಗದ ಪ್ರಾಧ್ಯಾಪಕರು ಪಿ.ಎಸ್. ವಸಂತ, ಸಿಬ್ಬಂದಿ ಮತ್ತು ವಿದ್ಯಾರ್ಥಿ-ವಿದ್ಯಾರ್ಥಿನಿಯರು ಬೋಧಕ ಬೋಧಕೇತರ ಸಿಬ್ಬಂದಿ ಇದ್ದರು. (725, 1160, 917, 1266)
